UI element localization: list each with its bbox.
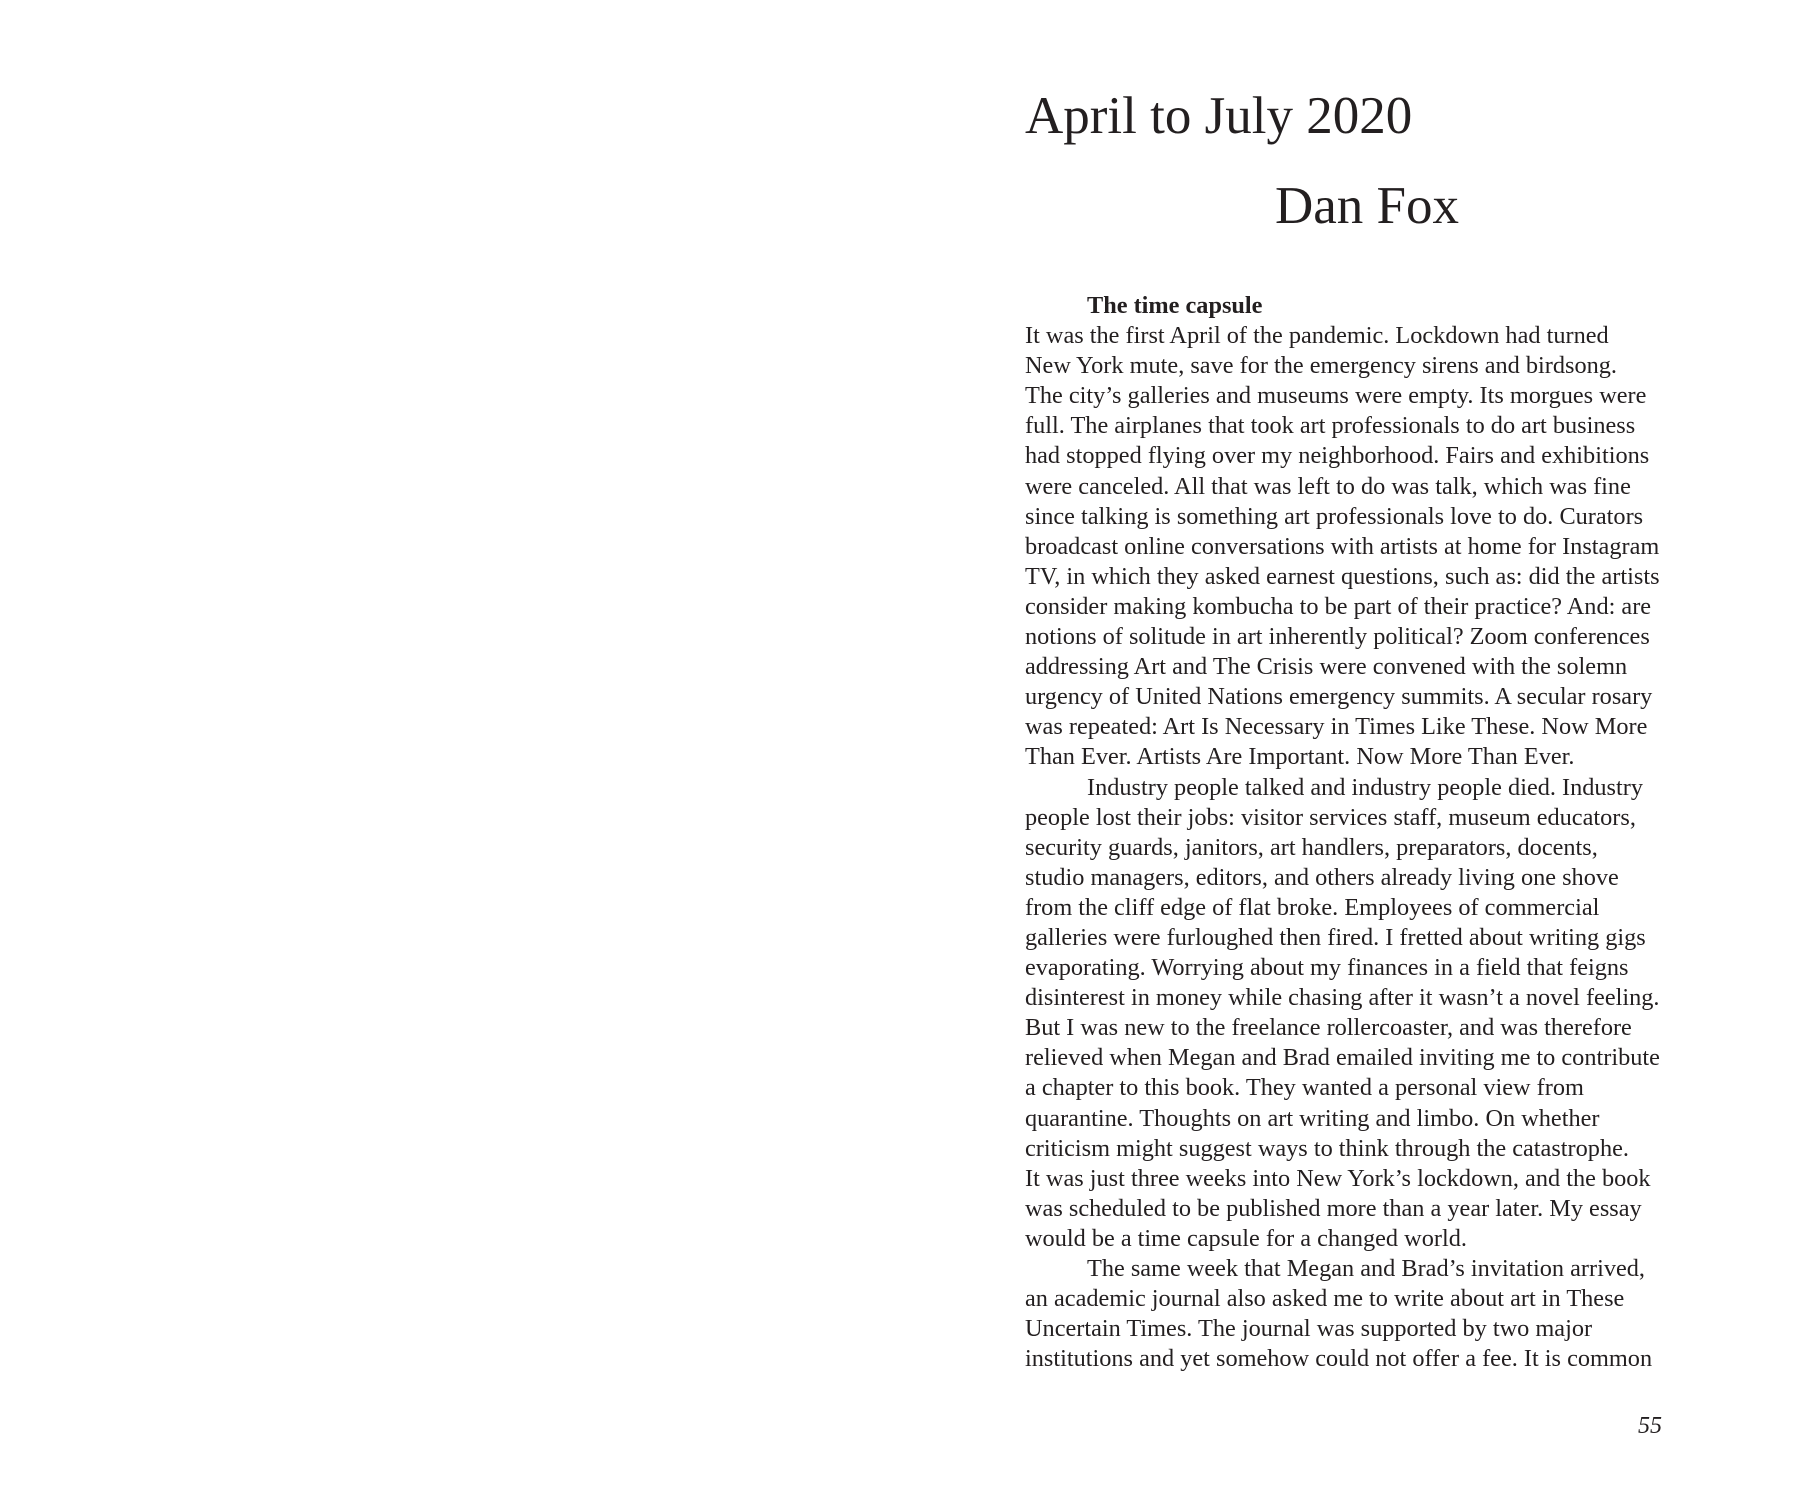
paragraph-line: people lost their jobs: visitor services staff, museum educators, [1025,803,1636,831]
paragraph-line: institutions and yet somehow could not offer a fee. It is common [1025,1345,1653,1373]
paragraph-line: was repeated: Art Is Necessary in Times Like These. Now More [1025,713,1648,741]
paragraph-line: It was the first April of the pandemic. Lockdown had turned [1025,322,1609,350]
paragraph-line: galleries were furloughed then fired. I fretted about writing gigs [1025,923,1646,951]
paragraph-line: It was just three weeks into New York’s lockdown, and the book [1025,1164,1651,1192]
paragraph-line: But I was new to the freelance rollercoaster, and was therefore [1025,1014,1632,1042]
paragraph-line: urgency of United Nations emergency summits. A secular rosary [1025,683,1653,711]
paragraph-line: would be a time capsule for a changed world. [1025,1224,1467,1252]
paragraph-line: New York mute, save for the emergency sirens and birdsong. [1025,352,1617,380]
paragraph-line: Uncertain Times. The journal was supported by two major [1025,1315,1593,1343]
paragraph-line: a chapter to this book. They wanted a personal view from [1025,1074,1584,1102]
paragraph-line: were canceled. All that was left to do was talk, which was fine [1025,472,1631,500]
paragraph [1025,321,1745,772]
section-heading: The time capsule [1087,292,1263,319]
chapter-title-block [1025,86,1745,146]
paragraph-line: had stopped flying over my neighborhood. Fairs and exhibitions [1025,442,1650,470]
paragraph-line: The same week that Megan and Brad’s invitation arrived, [1087,1255,1645,1282]
paragraph-line: quarantine. Thoughts on art writing and limbo. On whether [1025,1104,1600,1132]
chapter-title: April to July 2020 [1025,87,1413,145]
paragraph-line: The city’s galleries and museums were empty. Its morgues were [1025,382,1647,410]
body-text [1025,291,1745,1374]
page-number: 55 [1638,1413,1662,1439]
paragraph-line: since talking is something art professionals love to do. Curators [1025,502,1644,530]
chapter-author: Dan Fox [1275,177,1460,235]
paragraph-line: addressing Art and The Crisis were convened with the solemn [1025,653,1628,681]
paragraph-line: disinterest in money while chasing after it wasn’t a novel feeling. [1025,984,1660,1012]
paragraph-line: from the cliff edge of flat broke. Employees of commercial [1025,893,1600,921]
paragraph-line: studio managers, editors, and others already living one shove [1025,863,1619,891]
paragraph-line: an academic journal also asked me to write about art in These [1025,1285,1625,1313]
paragraph-line: TV, in which they asked earnest questions, such as: did the artists [1025,562,1660,590]
paragraph-line: was scheduled to be published more than a year later. My essay [1025,1194,1642,1222]
paragraph-line: evaporating. Worrying about my finances in a field that feigns [1025,954,1629,982]
paragraph-line: Industry people talked and industry people died. Industry [1087,773,1644,801]
paragraph-line: full. The airplanes that took art professionals to do art business [1025,412,1636,440]
paragraph-line: Than Ever. Artists Are Important. Now More Than Ever. [1025,743,1575,771]
paragraph-line: security guards, janitors, art handlers, preparators, docents, [1025,833,1598,861]
paragraph-line: criticism might suggest ways to think through the catastrophe. [1025,1134,1629,1162]
paragraph-line: notions of solitude in art inherently political? Zoom conferences [1025,623,1650,651]
paragraph-line: consider making kombucha to be part of their practice? And: are [1025,592,1652,620]
paragraphs-container [1025,321,1745,1374]
paragraph [1025,1254,1745,1374]
paragraph [1025,773,1745,1255]
paragraph-line: relieved when Megan and Brad emailed inviting me to contribute [1025,1044,1660,1072]
paragraph-line: broadcast online conversations with artists at home for Instagram [1025,532,1660,560]
